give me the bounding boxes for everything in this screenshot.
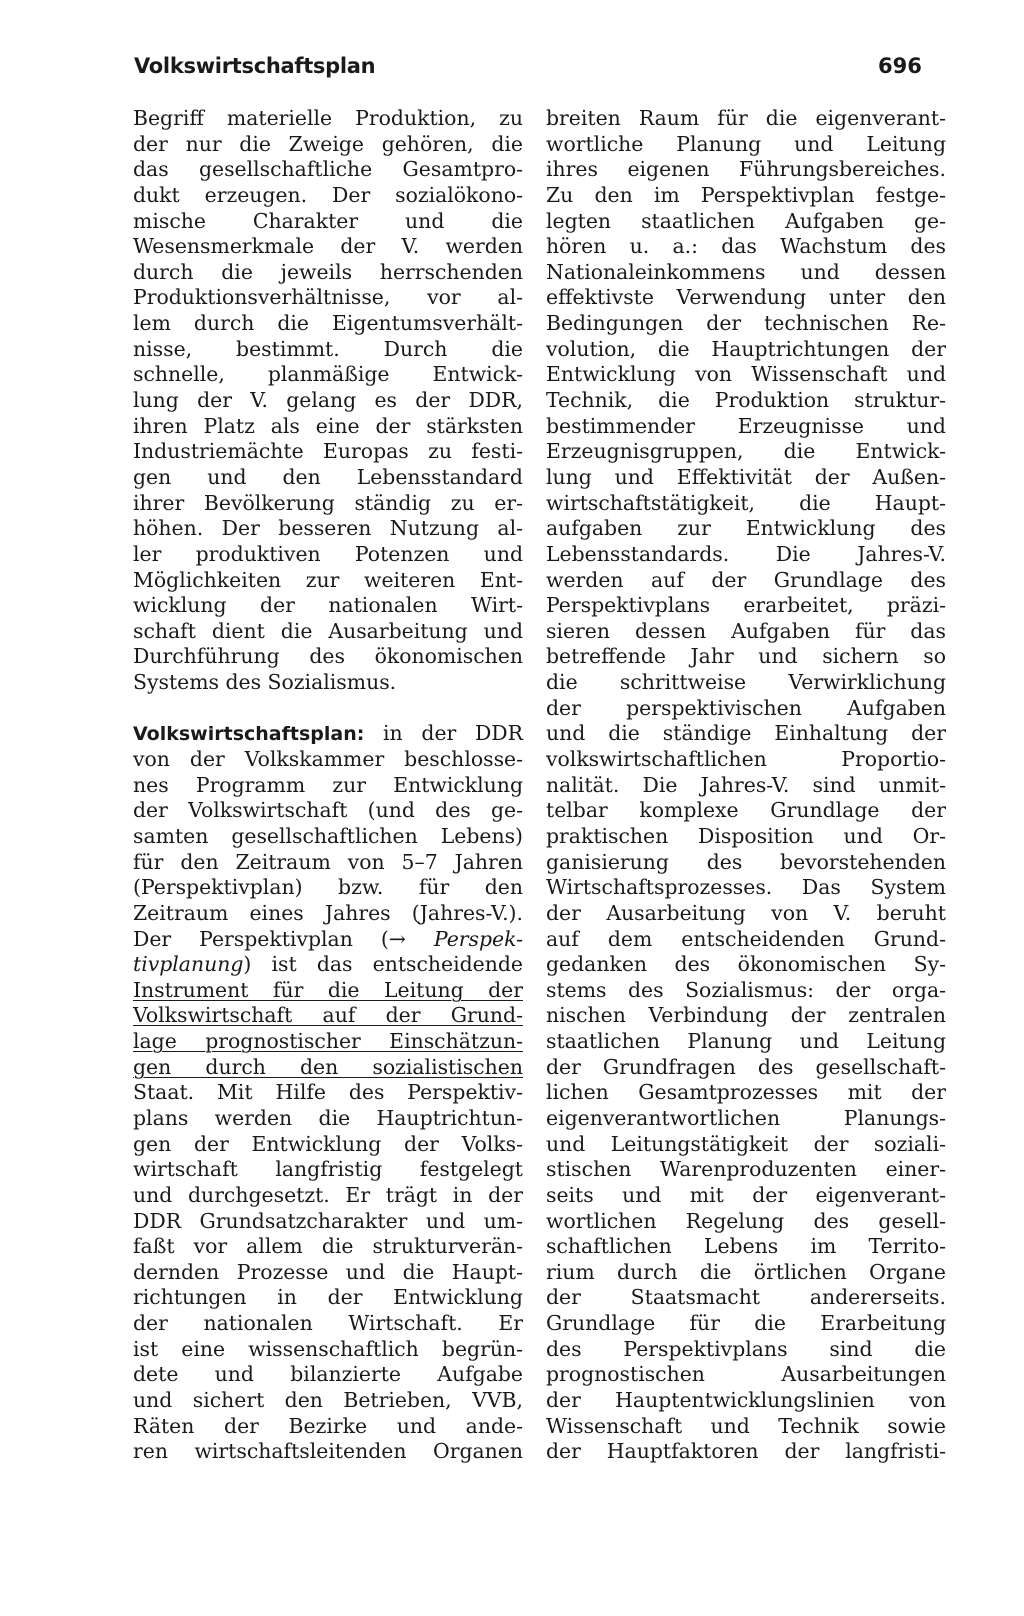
text-line: die schrittweise Verwirklichung [546, 670, 946, 695]
text-line: gen und den Lebensstandard [133, 464, 523, 489]
text-line: durch die jeweils herrschenden [133, 259, 523, 284]
text-line: prognostischen Ausarbeitungen [546, 1362, 946, 1387]
text-line: Staat. Mit Hilfe des Perspektiv- [133, 1080, 523, 1105]
text-line: wicklung der nationalen Wirt- [133, 593, 523, 618]
text-line: legten staatlichen Aufgaben ge- [546, 208, 946, 233]
text-line: der Grundfragen des gesellschaft- [546, 1054, 946, 1079]
text-line: richtungen in der Entwicklung [133, 1285, 523, 1310]
text-line: Wissenschaft und Technik sowie [546, 1413, 946, 1438]
text-line: ihrer Bevölkerung ständig zu er- [133, 490, 523, 515]
text-line: Lebensstandards. Die Jahres-V. [546, 541, 946, 566]
text-line: der Hauptentwicklungslinien von [546, 1388, 946, 1413]
running-head-title: Volkswirtschaftsplan [134, 54, 376, 78]
text-line: der perspektivischen Aufgaben [546, 695, 946, 720]
text-line: stischen Warenproduzenten einer- [546, 1157, 946, 1182]
text-line: für den Zeitraum von 5–7 Jahren [133, 849, 523, 874]
text-line: Industriemächte Europas zu festi- [133, 439, 523, 464]
text-line: Möglichkeiten zur weiteren Ent- [133, 567, 523, 592]
text-line: der Hauptfaktoren der langfristi- [546, 1439, 946, 1464]
text-line: hören u. a.: das Wachstum des [546, 234, 946, 259]
entry-headword: Volkswirtschaftsplan: [133, 723, 365, 746]
text-line: wortlichen Regelung des gesell- [546, 1208, 946, 1233]
text-line: plans werden die Hauptrichtun- [133, 1105, 523, 1130]
text-line: der Volkswirtschaft (und des ge- [133, 798, 523, 823]
text-line: der Staatsmacht andererseits. [546, 1285, 946, 1310]
text-line: samten gesellschaftlichen Lebens) [133, 823, 523, 848]
text-line: schaftlichen Lebens im Territo- [546, 1234, 946, 1259]
text-line: lung der V. gelang es der DDR, [133, 388, 523, 413]
text-line: mische Charakter und die [133, 208, 523, 233]
text-line: wirtschaftstätigkeit, die Haupt- [546, 490, 946, 515]
text-line: dukt erzeugen. Der sozialökono- [133, 182, 523, 207]
text-line: Wirtschaftsprozesses. Das System [546, 875, 946, 900]
cross-reference-line [133, 952, 523, 978]
text-line: faßt vor allem die strukturverän- [133, 1234, 523, 1259]
text-line: das gesellschaftliche Gesamtpro- [133, 157, 523, 182]
text-line: aufgaben zur Entwicklung des [546, 516, 946, 541]
text-line: ihres eigenen Führungsbereiches. [546, 157, 946, 182]
underlined-line: Volkswirtschaft auf der Grund- [133, 1003, 523, 1028]
cross-reference-term[interactable]: tivplanung [133, 952, 244, 977]
text-line: (Perspektivplan) bzw. für den [133, 875, 523, 900]
text-line: Erzeugnisgruppen, die Entwick- [546, 439, 946, 464]
text-line: volution, die Hauptrichtungen der [546, 336, 946, 361]
text-line: von der Volkskammer beschlosse- [133, 747, 523, 772]
right-column [546, 106, 946, 1465]
text-line: Nationaleinkommens und dessen [546, 259, 946, 284]
entry-first-line [133, 721, 523, 747]
cross-reference-line [133, 927, 523, 953]
text-line: DDR Grundsatzcharakter und um- [133, 1208, 523, 1233]
text-line: breiten Raum für die eigenverant- [546, 106, 946, 130]
text-line: schnelle, planmäßige Entwick- [133, 362, 523, 387]
underlined-line: gen durch den sozialistischen [133, 1054, 523, 1079]
entry-volkswirtschaftsplan [133, 721, 523, 1465]
text-line: werden auf der Grundlage des [546, 567, 946, 592]
text-line: auf dem entscheidenden Grund- [546, 926, 946, 951]
text-line: nisse, bestimmt. Durch die [133, 336, 523, 361]
text-line: Wesensmerkmale der V. werden [133, 234, 523, 259]
text-line: Grundlage für die Erarbeitung [546, 1311, 946, 1336]
text-line: Begriff materielle Produktion, zu [133, 106, 523, 130]
text-line: der nur die Zweige gehören, die [133, 131, 523, 156]
text-line: sieren dessen Aufgaben für das [546, 618, 946, 643]
text-line: telbar komplexe Grundlage der [546, 798, 946, 823]
cross-reference-lead: Der Perspektivplan ( [133, 926, 389, 951]
text-line: Perspektivplans erarbeitet, präzi- [546, 593, 946, 618]
text-line: Technik, die Produktion struktur- [546, 388, 946, 413]
text-line: rium durch die örtlichen Organe [546, 1259, 946, 1284]
text-line: praktischen Disposition und Or- [546, 823, 946, 848]
text-line: der nationalen Wirtschaft. Er [133, 1311, 523, 1336]
text-line: Zu den im Perspektivplan festge- [546, 182, 946, 207]
text-line: und Leitungstätigkeit der soziali- [546, 1131, 946, 1156]
text-line: nalität. Die Jahres-V. sind unmit- [546, 772, 946, 797]
page-number: 696 [878, 54, 922, 78]
text-line: Entwicklung von Wissenschaft und [546, 362, 946, 387]
text-line: wirtschaft langfristig festgelegt [133, 1157, 523, 1182]
text-line: gedanken des ökonomischen Sy- [546, 952, 946, 977]
text-line: staatlichen Planung und Leitung [546, 1029, 946, 1054]
left-column [133, 106, 523, 1465]
text-line: und sichert den Betrieben, VVB, [133, 1388, 523, 1413]
underlined-line: lage prognostischer Einschätzun- [133, 1029, 523, 1054]
cross-reference-tail: ) ist das entscheidende [243, 952, 523, 977]
text-line: und durchgesetzt. Er trägt in der [133, 1182, 523, 1207]
text-line: ler produktiven Potenzen und [133, 541, 523, 566]
text-line: Systems des Sozialismus. [133, 670, 397, 695]
text-line: ren wirtschaftsleitenden Organen [133, 1439, 523, 1464]
text-line: effektivste Verwendung unter den [546, 285, 946, 310]
text-line: Räten der Bezirke und ande- [133, 1413, 523, 1438]
text-line: schaft dient die Ausarbeitung und [133, 618, 523, 643]
text-line: Durchführung des ökonomischen [133, 644, 523, 669]
text-line: ihren Platz als eine der stärksten [133, 413, 523, 438]
text-line: lung und Effektivität der Außen- [546, 464, 946, 489]
text-line: dernden Prozesse und die Haupt- [133, 1259, 523, 1284]
text-line: Zeitraum eines Jahres (Jahres-V.). [133, 900, 523, 925]
cross-reference-term[interactable]: Perspek- [405, 926, 523, 951]
text-line: ganisierung des bevorstehenden [546, 849, 946, 874]
text-line: lem durch die Eigentumsverhält- [133, 311, 523, 336]
text-line: ist eine wissenschaftlich begrün- [133, 1336, 523, 1361]
text-line: Produktionsverhältnisse, vor al- [133, 285, 523, 310]
underlined-line: Instrument für die Leitung der [133, 977, 523, 1002]
text-line: Bedingungen der technischen Re- [546, 311, 946, 336]
text-line: höhen. Der besseren Nutzung al- [133, 516, 523, 541]
text-line: stems des Sozialismus: der orga- [546, 977, 946, 1002]
text-line: und die ständige Einhaltung der [546, 721, 946, 746]
text-line: nes Programm zur Entwicklung [133, 772, 523, 797]
text-line: seits und mit der eigenverant- [546, 1182, 946, 1207]
paragraph-gap [133, 696, 523, 722]
text-line: betreffende Jahr und sichern so [546, 644, 946, 669]
text-line: bestimmender Erzeugnisse und [546, 413, 946, 438]
text-line: nischen Verbindung der zentralen [546, 1003, 946, 1028]
text-line: des Perspektivplans sind die [546, 1336, 946, 1361]
text-line: volkswirtschaftlichen Proportio- [546, 747, 946, 772]
entry-first-line-text: in der DDR [364, 721, 523, 746]
text-line: gen der Entwicklung der Volks- [133, 1131, 523, 1156]
text-line: dete und bilanzierte Aufgabe [133, 1362, 523, 1387]
continuation-paragraph [133, 106, 523, 696]
text-line: lichen Gesamtprozesses mit der [546, 1080, 946, 1105]
text-line: wortliche Planung und Leitung [546, 131, 946, 156]
cross-reference-arrow-icon: → [388, 926, 406, 951]
text-line: eigenverantwortlichen Planungs- [546, 1105, 946, 1130]
text-line: der Ausarbeitung von V. beruht [546, 900, 946, 925]
